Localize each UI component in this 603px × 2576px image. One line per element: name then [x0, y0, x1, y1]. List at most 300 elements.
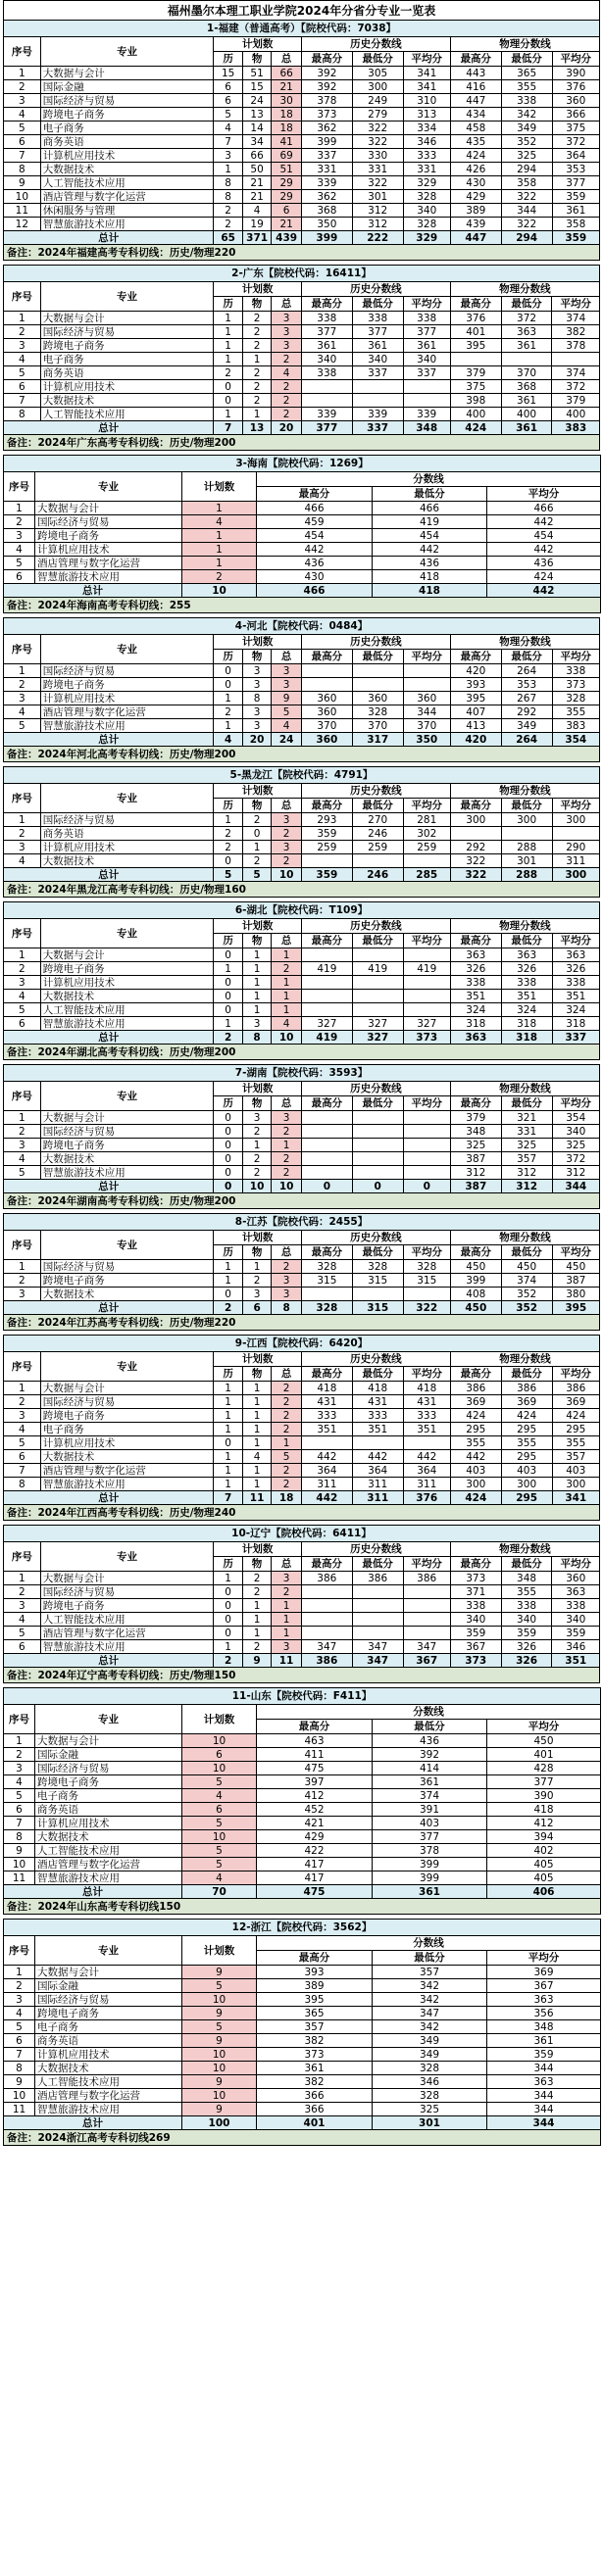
- header-hist: 历史分数线: [301, 784, 450, 799]
- table-cell: 403: [501, 1464, 552, 1478]
- section-table-fujian: [3, 20, 600, 261]
- major-name: 商务英语: [35, 2034, 182, 2048]
- table-cell: 340: [552, 1125, 599, 1139]
- table-cell: 392: [373, 1748, 487, 1762]
- table-cell: 24: [242, 94, 271, 108]
- table-cell: 361: [501, 339, 552, 353]
- table-cell: 355: [552, 1436, 599, 1450]
- table-cell: 338: [501, 1599, 552, 1613]
- table-cell: 1: [214, 1274, 242, 1288]
- total-cell: 329: [403, 231, 450, 245]
- table-cell: 1: [214, 1382, 242, 1395]
- table-cell: 326: [501, 962, 552, 976]
- table-cell: 2: [4, 515, 35, 529]
- table-cell: 386: [501, 1382, 552, 1395]
- total-cell: 359: [552, 231, 599, 245]
- table-cell: 1: [214, 719, 242, 733]
- total-cell: 295: [501, 1491, 552, 1505]
- table-cell: 334: [403, 122, 450, 135]
- table-cell: 300: [450, 1478, 501, 1491]
- total-cell: 285: [403, 868, 450, 882]
- table-cell: [403, 1152, 450, 1166]
- major-name: 电子商务: [35, 1789, 182, 1803]
- table-cell: [403, 1166, 450, 1180]
- table-cell: 0: [214, 1585, 242, 1599]
- header-avg: 平均分: [403, 1245, 450, 1260]
- header-avg: 平均分: [552, 1557, 600, 1572]
- table-row: [4, 1613, 600, 1627]
- table-row: [4, 1464, 600, 1478]
- table-cell: 312: [552, 1166, 599, 1180]
- major-name: 大数据与会计: [35, 1966, 182, 1979]
- table-cell: 2: [214, 218, 242, 231]
- section-title: 6-湖北【院校代码：T109】: [4, 902, 600, 919]
- table-cell: 418: [352, 1382, 403, 1395]
- table-cell: 5: [4, 1627, 41, 1640]
- table-cell: 2: [272, 854, 302, 868]
- table-cell: [352, 1436, 403, 1450]
- table-cell: 370: [301, 719, 352, 733]
- table-row: [4, 529, 601, 543]
- table-cell: 1: [214, 1478, 242, 1491]
- major-name: 大数据技术: [40, 1152, 214, 1166]
- table-cell: 359: [552, 190, 599, 204]
- table-cell: 10: [182, 1734, 257, 1748]
- table-cell: 290: [552, 841, 599, 854]
- table-cell: 338: [403, 312, 450, 325]
- header-hist: 历史分数线: [301, 282, 450, 297]
- table-cell: 364: [403, 1464, 450, 1478]
- major-name: 智慧旅游技术应用: [40, 1640, 214, 1654]
- header-wu: 物: [242, 1557, 271, 1572]
- major-name: 大数据与会计: [40, 1572, 214, 1585]
- table-cell: [301, 1613, 352, 1627]
- total-cell: 2: [214, 1654, 242, 1668]
- total-cell: 7: [214, 1491, 242, 1505]
- table-cell: 382: [257, 2075, 373, 2089]
- table-cell: 400: [450, 408, 501, 421]
- table-cell: 331: [301, 163, 352, 176]
- table-cell: 346: [552, 1640, 600, 1654]
- table-cell: 10: [182, 1830, 257, 1844]
- table-cell: 405: [487, 1858, 601, 1871]
- header-max: 最高分: [301, 1367, 352, 1382]
- total-cell: 373: [403, 1031, 450, 1045]
- table-cell: 371: [450, 1585, 501, 1599]
- table-cell: 10: [4, 2089, 35, 2103]
- total-cell: 401: [257, 2116, 373, 2130]
- table-row: [4, 2020, 601, 2034]
- header-zong: 总: [272, 1245, 302, 1260]
- table-cell: [450, 353, 501, 366]
- table-cell: 369: [487, 1966, 601, 1979]
- table-cell: 259: [352, 841, 403, 854]
- major-name: 国际经济与贸易: [40, 1585, 214, 1599]
- table-cell: 2: [272, 1409, 302, 1423]
- table-cell: 3: [242, 1017, 271, 1031]
- table-cell: 3: [242, 705, 271, 719]
- table-cell: 366: [552, 108, 599, 122]
- table-cell: 2: [242, 394, 271, 408]
- table-cell: 450: [501, 1260, 552, 1274]
- table-cell: 377: [403, 325, 450, 339]
- total-cell: 344: [487, 2116, 601, 2130]
- total-cell: 439: [272, 231, 302, 245]
- table-cell: 429: [257, 1830, 373, 1844]
- table-cell: 442: [352, 1450, 403, 1464]
- major-name: 国际经济与贸易: [40, 325, 214, 339]
- header-phys: 物理分数线: [450, 1352, 599, 1367]
- major-name: 大数据技术: [40, 854, 214, 868]
- table-cell: 312: [501, 1166, 552, 1180]
- table-cell: 4: [4, 353, 41, 366]
- table-cell: 288: [501, 841, 552, 854]
- header-seq: 序号: [4, 635, 41, 664]
- total-cell: 0: [301, 1180, 352, 1193]
- header-phys: 物理分数线: [450, 635, 599, 650]
- table-cell: 442: [487, 515, 601, 529]
- header-plan: 计划数: [214, 635, 302, 650]
- major-name: 跨境电子商务: [40, 1274, 214, 1288]
- table-cell: 330: [352, 149, 403, 163]
- table-cell: 386: [450, 1382, 501, 1395]
- table-row: [4, 218, 600, 231]
- table-cell: 339: [352, 408, 403, 421]
- table-cell: 414: [373, 1762, 487, 1775]
- major-name: 大数据技术: [40, 1450, 214, 1464]
- major-name: 人工智能技术应用: [35, 2075, 182, 2089]
- table-cell: 342: [373, 1993, 487, 2007]
- table-cell: 7: [4, 1817, 35, 1830]
- table-cell: 1: [214, 312, 242, 325]
- header-avg: 平均分: [552, 52, 599, 67]
- table-cell: 4: [4, 705, 41, 719]
- table-cell: 338: [450, 976, 501, 990]
- table-cell: [352, 380, 403, 394]
- header-max: 最高分: [450, 650, 501, 664]
- section-note: 备注：2024年河北高考专科切线：历史/物理200: [4, 747, 600, 762]
- major-name: 酒店管理与数字化运营: [40, 1627, 214, 1640]
- table-cell: 3: [272, 339, 302, 353]
- table-cell: 436: [257, 557, 373, 570]
- header-major: 专业: [40, 282, 214, 312]
- table-cell: 374: [373, 1789, 487, 1803]
- header-seq: 序号: [4, 1231, 41, 1260]
- table-cell: 352: [501, 1288, 552, 1301]
- table-cell: [403, 1139, 450, 1152]
- header-avg: 平均分: [552, 297, 600, 312]
- table-cell: 363: [487, 1993, 601, 2007]
- table-cell: 331: [352, 163, 403, 176]
- major-name: 国际经济与贸易: [35, 515, 182, 529]
- table-cell: 3: [272, 312, 302, 325]
- table-row: [4, 149, 600, 163]
- table-cell: 2: [272, 1585, 302, 1599]
- table-cell: [403, 948, 450, 962]
- table-cell: 300: [552, 813, 599, 827]
- header-seq: 序号: [4, 784, 41, 813]
- table-cell: [403, 1613, 450, 1627]
- major-name: 智慧旅游技术应用: [35, 2103, 182, 2116]
- table-cell: 0: [214, 1125, 242, 1139]
- total-cell: 475: [257, 1885, 373, 1899]
- table-cell: 363: [487, 2075, 601, 2089]
- table-row: [4, 1003, 600, 1017]
- total-row: [4, 2116, 601, 2130]
- total-cell: 264: [501, 733, 552, 747]
- table-cell: 2: [272, 962, 302, 976]
- table-cell: [403, 1585, 450, 1599]
- table-cell: 369: [501, 1395, 552, 1409]
- table-cell: 293: [301, 813, 352, 827]
- table-cell: 2: [272, 827, 302, 841]
- table-cell: 2: [4, 827, 41, 841]
- header-phys: 物理分数线: [450, 919, 599, 934]
- table-cell: 349: [501, 719, 552, 733]
- header-max: 最高分: [257, 1720, 373, 1734]
- table-cell: 361: [501, 394, 552, 408]
- table-row: [4, 1382, 600, 1395]
- major-name: 智慧旅游技术应用: [40, 1017, 214, 1031]
- total-cell: 337: [552, 1031, 599, 1045]
- table-cell: 1: [272, 1003, 302, 1017]
- total-label: 总计: [4, 1180, 214, 1193]
- header-zong: 总: [272, 1096, 302, 1111]
- table-cell: 1: [272, 976, 302, 990]
- table-cell: 4: [214, 122, 242, 135]
- table-cell: 331: [501, 1125, 552, 1139]
- header-major: 专业: [35, 1936, 182, 1966]
- section-note: 备注：2024年江苏高考专科切线：历史/物理220: [4, 1315, 600, 1331]
- table-row: [4, 1017, 600, 1031]
- table-row: [4, 108, 600, 122]
- table-cell: 463: [257, 1734, 373, 1748]
- table-cell: 340: [403, 204, 450, 218]
- table-cell: [403, 1436, 450, 1450]
- table-cell: 4: [272, 1017, 302, 1031]
- table-cell: 328: [403, 190, 450, 204]
- table-cell: 1: [214, 692, 242, 705]
- table-cell: 318: [450, 1017, 501, 1031]
- header-major: 专业: [40, 635, 214, 664]
- table-cell: 300: [501, 1478, 552, 1491]
- table-row: [4, 543, 601, 557]
- table-cell: 361: [373, 1775, 487, 1789]
- table-cell: 422: [257, 1844, 373, 1858]
- header-avg: 平均分: [487, 1951, 601, 1966]
- table-cell: 2: [272, 353, 302, 366]
- table-cell: 2: [242, 312, 271, 325]
- major-name: 跨境电子商务: [40, 108, 214, 122]
- table-cell: 338: [552, 664, 599, 678]
- major-name: 大数据与会计: [35, 502, 182, 515]
- major-name: 人工智能技术应用: [40, 176, 214, 190]
- header-min: 最低分: [501, 1557, 552, 1572]
- table-cell: 327: [352, 1017, 403, 1031]
- header-max: 最高分: [301, 1557, 352, 1572]
- table-cell: 391: [373, 1803, 487, 1817]
- table-cell: 372: [552, 135, 599, 149]
- table-cell: 318: [501, 1017, 552, 1031]
- total-cell: 360: [301, 733, 352, 747]
- table-cell: 342: [373, 2020, 487, 2034]
- table-row: [4, 1152, 600, 1166]
- table-cell: 400: [552, 408, 600, 421]
- table-cell: 337: [301, 149, 352, 163]
- table-cell: 339: [301, 176, 352, 190]
- table-row: [4, 190, 600, 204]
- total-cell: 10: [182, 584, 257, 598]
- table-cell: 363: [450, 948, 501, 962]
- table-cell: 412: [487, 1817, 601, 1830]
- table-cell: 7: [4, 2048, 35, 2062]
- table-cell: 322: [501, 218, 552, 231]
- table-row: [4, 1993, 601, 2007]
- table-row: [4, 1830, 601, 1844]
- table-cell: 417: [257, 1858, 373, 1871]
- table-cell: 418: [487, 1803, 601, 1817]
- table-cell: [501, 827, 552, 841]
- table-cell: 295: [501, 1423, 552, 1436]
- table-cell: [352, 1288, 403, 1301]
- section-note: 备注：2024年广东高考专科切线：历史/物理200: [4, 435, 600, 451]
- table-cell: 1: [4, 813, 41, 827]
- total-label: 总计: [4, 1491, 214, 1505]
- table-cell: 355: [450, 1436, 501, 1450]
- table-cell: [301, 1003, 352, 1017]
- header-li: 历: [214, 650, 242, 664]
- table-cell: 382: [552, 325, 600, 339]
- table-cell: 363: [501, 948, 552, 962]
- table-cell: 3: [214, 149, 242, 163]
- table-cell: 4: [182, 1789, 257, 1803]
- table-cell: 356: [487, 2007, 601, 2020]
- table-cell: 454: [487, 529, 601, 543]
- header-phys: 物理分数线: [450, 784, 599, 799]
- total-label: 总计: [4, 1654, 214, 1668]
- table-row: [4, 976, 600, 990]
- table-cell: 442: [301, 1450, 352, 1464]
- table-cell: 340: [403, 353, 450, 366]
- total-cell: 371: [242, 231, 271, 245]
- header-li: 历: [214, 52, 242, 67]
- header-plan: 计划数: [214, 784, 302, 799]
- table-cell: 5: [4, 366, 41, 380]
- table-cell: 358: [501, 176, 552, 190]
- table-cell: 2: [242, 1572, 271, 1585]
- table-cell: 318: [552, 1017, 599, 1031]
- table-cell: 6: [4, 570, 35, 584]
- table-cell: 442: [373, 543, 487, 557]
- table-cell: 418: [403, 1382, 450, 1395]
- table-cell: 2: [242, 1152, 271, 1166]
- header-avg: 平均分: [552, 934, 599, 948]
- major-name: 大数据与会计: [40, 1111, 214, 1125]
- header-avg: 平均分: [552, 799, 599, 813]
- table-cell: 373: [301, 108, 352, 122]
- table-cell: 1: [4, 1382, 41, 1395]
- header-avg: 平均分: [487, 1720, 601, 1734]
- table-row: [4, 515, 601, 529]
- table-cell: 359: [501, 1627, 552, 1640]
- table-cell: 6: [214, 94, 242, 108]
- table-cell: [301, 1599, 352, 1613]
- table-row: [4, 1817, 601, 1830]
- table-cell: [403, 1599, 450, 1613]
- table-cell: 390: [487, 1789, 601, 1803]
- total-cell: 326: [501, 1654, 552, 1668]
- table-cell: 312: [352, 204, 403, 218]
- table-cell: 0: [214, 990, 242, 1003]
- header-zong: 总: [272, 650, 302, 664]
- total-cell: 350: [403, 733, 450, 747]
- table-cell: 2: [272, 380, 302, 394]
- table-cell: 3: [4, 339, 41, 353]
- section-title: 3-海南【院校代码：1269】: [4, 456, 601, 472]
- header-plan: 计划数: [214, 1231, 302, 1245]
- table-cell: 328: [552, 692, 599, 705]
- major-name: 人工智能技术应用: [40, 1613, 214, 1627]
- table-cell: 41: [272, 135, 302, 149]
- table-cell: [403, 990, 450, 1003]
- table-row: [4, 1762, 601, 1775]
- table-cell: 373: [257, 2048, 373, 2062]
- total-label: 总计: [4, 231, 214, 245]
- table-cell: 341: [403, 67, 450, 80]
- table-cell: 2: [214, 204, 242, 218]
- table-cell: 1: [4, 312, 41, 325]
- total-cell: 442: [301, 1491, 352, 1505]
- table-cell: 5: [4, 1789, 35, 1803]
- table-cell: 327: [301, 1017, 352, 1031]
- table-row: [4, 841, 600, 854]
- table-cell: [403, 394, 450, 408]
- table-cell: 1: [242, 1599, 271, 1613]
- table-row: [4, 1572, 600, 1585]
- table-cell: 347: [373, 2007, 487, 2020]
- major-name: 跨境电子商务: [40, 1139, 214, 1152]
- table-cell: 328: [373, 2089, 487, 2103]
- total-cell: 359: [301, 868, 352, 882]
- section-note: 备注：2024年辽宁高考专科切线：历史/物理150: [4, 1668, 600, 1683]
- table-cell: 0: [214, 1003, 242, 1017]
- table-row: [4, 1803, 601, 1817]
- table-cell: 8: [242, 692, 271, 705]
- major-name: 大数据技术: [40, 990, 214, 1003]
- table-cell: 1: [4, 1572, 41, 1585]
- table-cell: 338: [301, 366, 352, 380]
- major-name: 跨境电子商务: [35, 529, 182, 543]
- table-cell: 9: [182, 2034, 257, 2048]
- major-name: 酒店管理与数字化运营: [35, 2089, 182, 2103]
- table-cell: 393: [257, 1966, 373, 1979]
- table-cell: [352, 1003, 403, 1017]
- table-cell: 0: [214, 1111, 242, 1125]
- header-wu: 物: [242, 297, 271, 312]
- table-cell: 1: [4, 67, 41, 80]
- table-cell: 2: [242, 1274, 271, 1288]
- table-cell: 8: [4, 1830, 35, 1844]
- major-name: 酒店管理与数字化运营: [40, 1464, 214, 1478]
- table-cell: 348: [487, 2020, 601, 2034]
- table-cell: 4: [4, 543, 35, 557]
- total-cell: 0: [352, 1180, 403, 1193]
- major-name: 计算机应用技术: [40, 841, 214, 854]
- table-cell: 1: [214, 163, 242, 176]
- header-phys: 物理分数线: [450, 1542, 599, 1557]
- section-table-hainan: [3, 455, 601, 613]
- section-title: 4-河北【院校代码：0484】: [4, 618, 600, 635]
